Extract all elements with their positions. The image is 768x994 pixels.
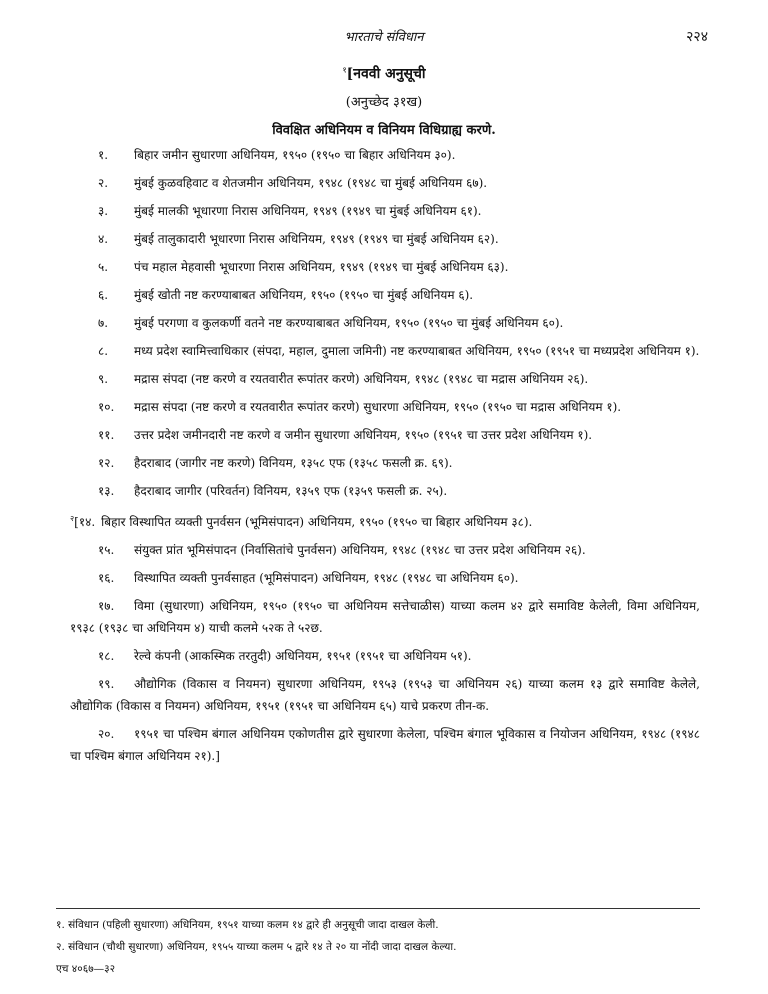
entry-number: [१४. bbox=[74, 515, 96, 529]
entry-number: ७. bbox=[98, 316, 109, 330]
list-item bbox=[70, 256, 700, 278]
entry-number: १०. bbox=[98, 400, 115, 414]
entry-number: २. bbox=[98, 176, 109, 190]
list-item bbox=[70, 340, 700, 362]
list-item bbox=[70, 424, 700, 446]
footnote-2: २. संविधान (चौथी सुधारणा) अधिनियम, १९५५ याच्या कलम ५ द्वारे १४ ते २० या नोंदी जादा दाखल केल्या. bbox=[56, 941, 457, 953]
entry-text: औद्योगिक (विकास व नियमन) सुधारणा अधिनियम, १९५३ (१९५३ चा अधिनियम २६) याच्या कलम १३ द्वारे समाविष्ट केलेले, औद्योगिक (विकास व नियमन) अधिनियम, १९५१ (१९५१ चा अधिनियम ६५) याचे प्रकरण तीन-क. bbox=[70, 677, 700, 713]
footnotes bbox=[56, 914, 706, 980]
footnote-marker: १ bbox=[342, 65, 347, 75]
footnote-1: १. संविधान (पहिली सुधारणा) अधिनियम, १९५१ याच्या कलम १४ द्वारे ही अनुसूची जादा दाखल केली. bbox=[56, 919, 439, 931]
list-item bbox=[70, 480, 700, 502]
entry-text: मुंबई कुळवहिवाट व शेतजमीन अधिनियम, १९४८ (१९४८ चा मुंबई अधिनियम ६७). bbox=[134, 176, 488, 190]
list-item bbox=[70, 452, 700, 474]
entry-number: ९. bbox=[98, 372, 109, 386]
entry-number: ११. bbox=[98, 428, 115, 442]
entry-number: १३. bbox=[98, 484, 115, 498]
entry-list bbox=[70, 144, 700, 773]
list-item bbox=[70, 200, 700, 222]
entry-text: मुंबई तालुकादारी भूधारणा निरास अधिनियम, १९४९ (१९४९ चा मुंबई अधिनियम ६२). bbox=[134, 232, 499, 246]
entry-number: २०. bbox=[98, 727, 115, 741]
list-item bbox=[70, 723, 700, 767]
page-number: २२४ bbox=[686, 29, 708, 45]
list-item bbox=[70, 539, 700, 561]
list-item bbox=[70, 368, 700, 390]
entry-number: १. bbox=[98, 148, 109, 162]
list-item bbox=[70, 172, 700, 194]
entry-number: ४. bbox=[98, 232, 109, 246]
entry-number: ८. bbox=[98, 344, 109, 358]
list-item bbox=[70, 284, 700, 306]
entry-number: १८. bbox=[98, 649, 115, 663]
schedule-title bbox=[0, 64, 768, 83]
entry-number: ६. bbox=[98, 288, 109, 302]
entry-number: ३. bbox=[98, 204, 109, 218]
entry-number: १५. bbox=[98, 543, 115, 557]
entry-text: १९५१ चा पश्चिम बंगाल अधिनियम एकोणतीस द्वारे सुधारणा केलेला, पश्चिम बंगाल भूविकास व नियोजन अधिनियम, १९४८ (१९४८ चा पश्चिम बंगाल अधिनियम २१).] bbox=[70, 727, 700, 763]
entry-number: ५. bbox=[98, 260, 109, 274]
footnote-divider bbox=[56, 908, 700, 909]
list-item bbox=[70, 595, 700, 639]
list-item bbox=[70, 312, 700, 334]
entry-number: १९. bbox=[98, 677, 115, 691]
article-reference: (अनुच्छेद ३१ख) bbox=[345, 95, 423, 110]
entry-text: मद्रास संपदा (नष्ट करणे व रयतवारीत रूपांतर करणे) अधिनियम, १९४८ (१९४८ चा मद्रास अधिनियम २६). bbox=[134, 372, 589, 386]
entry-text: संयुक्त प्रांत भूमिसंपादन (निर्वासितांचे पुनर्वसन) अधिनियम, १९४८ (१९४८ चा उत्तर प्रदेश अधिनियम २६). bbox=[134, 543, 586, 557]
entry-text: मध्य प्रदेश स्वामित्त्वाधिकार (संपदा, महाल, दुमाला जमिनी) नष्ट करण्याबाबत अधिनियम, १९५० (१९५१ चा मध्यप्रदेश अधिनियम १). bbox=[134, 344, 700, 358]
list-item bbox=[70, 673, 700, 717]
entry-text: हैदराबाद (जागीर नष्ट करणे) विनियम, १३५८ एफ (१३५८ फसली क्र. ६९). bbox=[134, 456, 453, 470]
list-item bbox=[70, 144, 700, 166]
entry-number: १७. bbox=[98, 599, 115, 613]
running-title: भारताचे संविधान bbox=[344, 30, 424, 45]
entry-text: रेल्वे कंपनी (आकस्मिक तरतुदी) अधिनियम, १९५१ (१९५१ चा अधिनियम ५१). bbox=[134, 649, 472, 663]
running-header bbox=[0, 27, 768, 47]
entry-text: बिहार जमीन सुधारणा अधिनियम, १९५० (१९५० चा बिहार अधिनियम ३०). bbox=[134, 148, 456, 162]
print-code: एच ४०६७—३२ bbox=[56, 963, 116, 975]
entry-text: मुंबई परगणा व कुलकर्णी वतने नष्ट करण्याबाबत अधिनियम, १९५० (१९५० चा मुंबई अधिनियम ६०). bbox=[134, 316, 564, 330]
list-item bbox=[70, 396, 700, 418]
entry-text: हैदराबाद जागीर (परिवर्तन) विनियम, १३५९ एफ (१३५९ फसली क्र. २५). bbox=[134, 484, 448, 498]
list-item bbox=[70, 508, 700, 533]
entry-text: बिहार विस्थापित व्यक्ती पुनर्वसन (भूमिसंपादन) अधिनियम, १९५० (१९५० चा बिहार अधिनियम ३८). bbox=[101, 515, 533, 529]
entry-text: विस्थापित व्यक्ती पुनर्वसाहत (भूमिसंपादन) अधिनियम, १९४८ (१९४८ चा अधिनियम ६०). bbox=[134, 571, 519, 585]
list-item bbox=[70, 645, 700, 667]
entry-text: मुंबई मालकी भूधारणा निरास अधिनियम, १९४९ (१९४९ चा मुंबई अधिनियम ६१). bbox=[134, 204, 482, 218]
entry-number: १६. bbox=[98, 571, 115, 585]
schedule-title-text: [नववी अनुसूची bbox=[346, 66, 426, 82]
schedule-heading: विवक्षित अधिनियम व विनियम विधिग्राह्य करणे. bbox=[272, 123, 496, 138]
entry-text: मद्रास संपदा (नष्ट करणे व रयतवारीत रूपांतर करणे) सुधारणा अधिनियम, १९५० (१९५० चा मद्रास अधिनियम १). bbox=[134, 400, 622, 414]
entry-text: उत्तर प्रदेश जमीनदारी नष्ट करणे व जमीन सुधारणा अधिनियम, १९५० (१९५१ चा उत्तर प्रदेश अधिनियम १). bbox=[134, 428, 593, 442]
entry-number: १२. bbox=[98, 456, 115, 470]
entry-text: पंच महाल मेहवासी भूधारणा निरास अधिनियम, १९४९ (१९४९ चा मुंबई अधिनियम ६३). bbox=[134, 260, 509, 274]
footnote-marker: २ bbox=[70, 514, 75, 523]
entry-text: मुंबई खोती नष्ट करण्याबाबत अधिनियम, १९५० (१९५० चा मुंबई अधिनियम ६). bbox=[134, 288, 474, 302]
list-item bbox=[70, 567, 700, 589]
entry-text: विमा (सुधारणा) अधिनियम, १९५० (१९५० चा अधिनियम सत्तेचाळीस) याच्या कलम ४२ द्वारे समाविष्ट केलेली, विमा अधिनियम, १९३८ (१९३८ चा अधिनियम ४) याची कलमे ५२क ते ५२छ. bbox=[70, 599, 700, 635]
list-item bbox=[70, 228, 700, 250]
